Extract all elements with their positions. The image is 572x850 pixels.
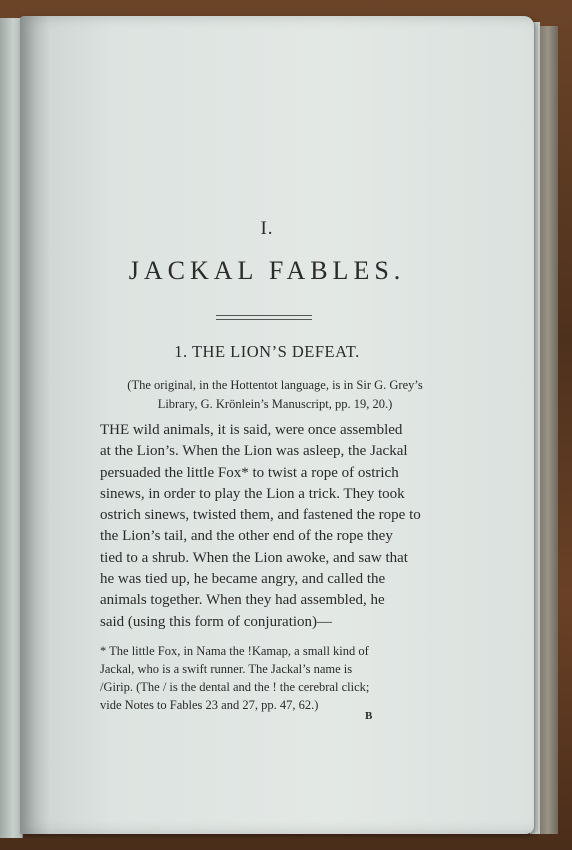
double-rule-divider	[216, 315, 312, 320]
fable-title: 1. THE LION’S DEFEAT.	[174, 342, 360, 361]
footnote	[100, 642, 456, 714]
footnote-line: vide Notes to Fables 23 and 27, pp. 47, 62.)	[100, 698, 319, 712]
footnote-line: /Girip. (The / is the dental and the ! the cerebral click;	[100, 680, 370, 694]
signature-mark: B	[365, 710, 373, 722]
source-note	[90, 376, 460, 414]
chapter-title: JACKAL FABLES.	[128, 256, 406, 285]
body-line: the Lion’s tail, and the other end of the rope they	[100, 528, 393, 545]
chapter-numeral: I.	[260, 218, 274, 239]
page-content	[20, 16, 534, 834]
body-line: at the Lion’s. When the Lion was asleep, the Jackal	[100, 443, 408, 460]
body-line: persuaded the little Fox* to twist a rope of ostrich	[100, 464, 399, 481]
book-back-cover	[538, 26, 558, 834]
footnote-line: * The little Fox, in Nama the !Kamap, a small kind of	[100, 644, 369, 658]
fable-body	[100, 420, 456, 633]
source-note-line: Library, G. Krönlein’s Manuscript, pp. 19, 20.)	[157, 397, 393, 411]
body-line: sinews, in order to play the Lion a trick. They took	[100, 485, 405, 502]
body-line: ostrich sinews, twisted them, and fastened the rope to	[100, 507, 421, 524]
book-page	[20, 16, 534, 834]
source-note-line: (The original, in the Hottentot language, is in Sir G. Grey’s	[127, 378, 423, 392]
body-line: tied to a shrub. When the Lion awoke, and saw that	[100, 549, 408, 566]
body-line: said (using this form of conjuration)—	[100, 613, 333, 630]
footnote-line: Jackal, who is a swift runner. The Jackal’s name is	[100, 662, 353, 676]
body-line: animals together. When they had assembled, he	[100, 592, 385, 609]
body-line: he was tied up, he became angry, and called the	[100, 571, 386, 588]
body-line: THE wild animals, it is said, were once assembled	[100, 422, 403, 438]
